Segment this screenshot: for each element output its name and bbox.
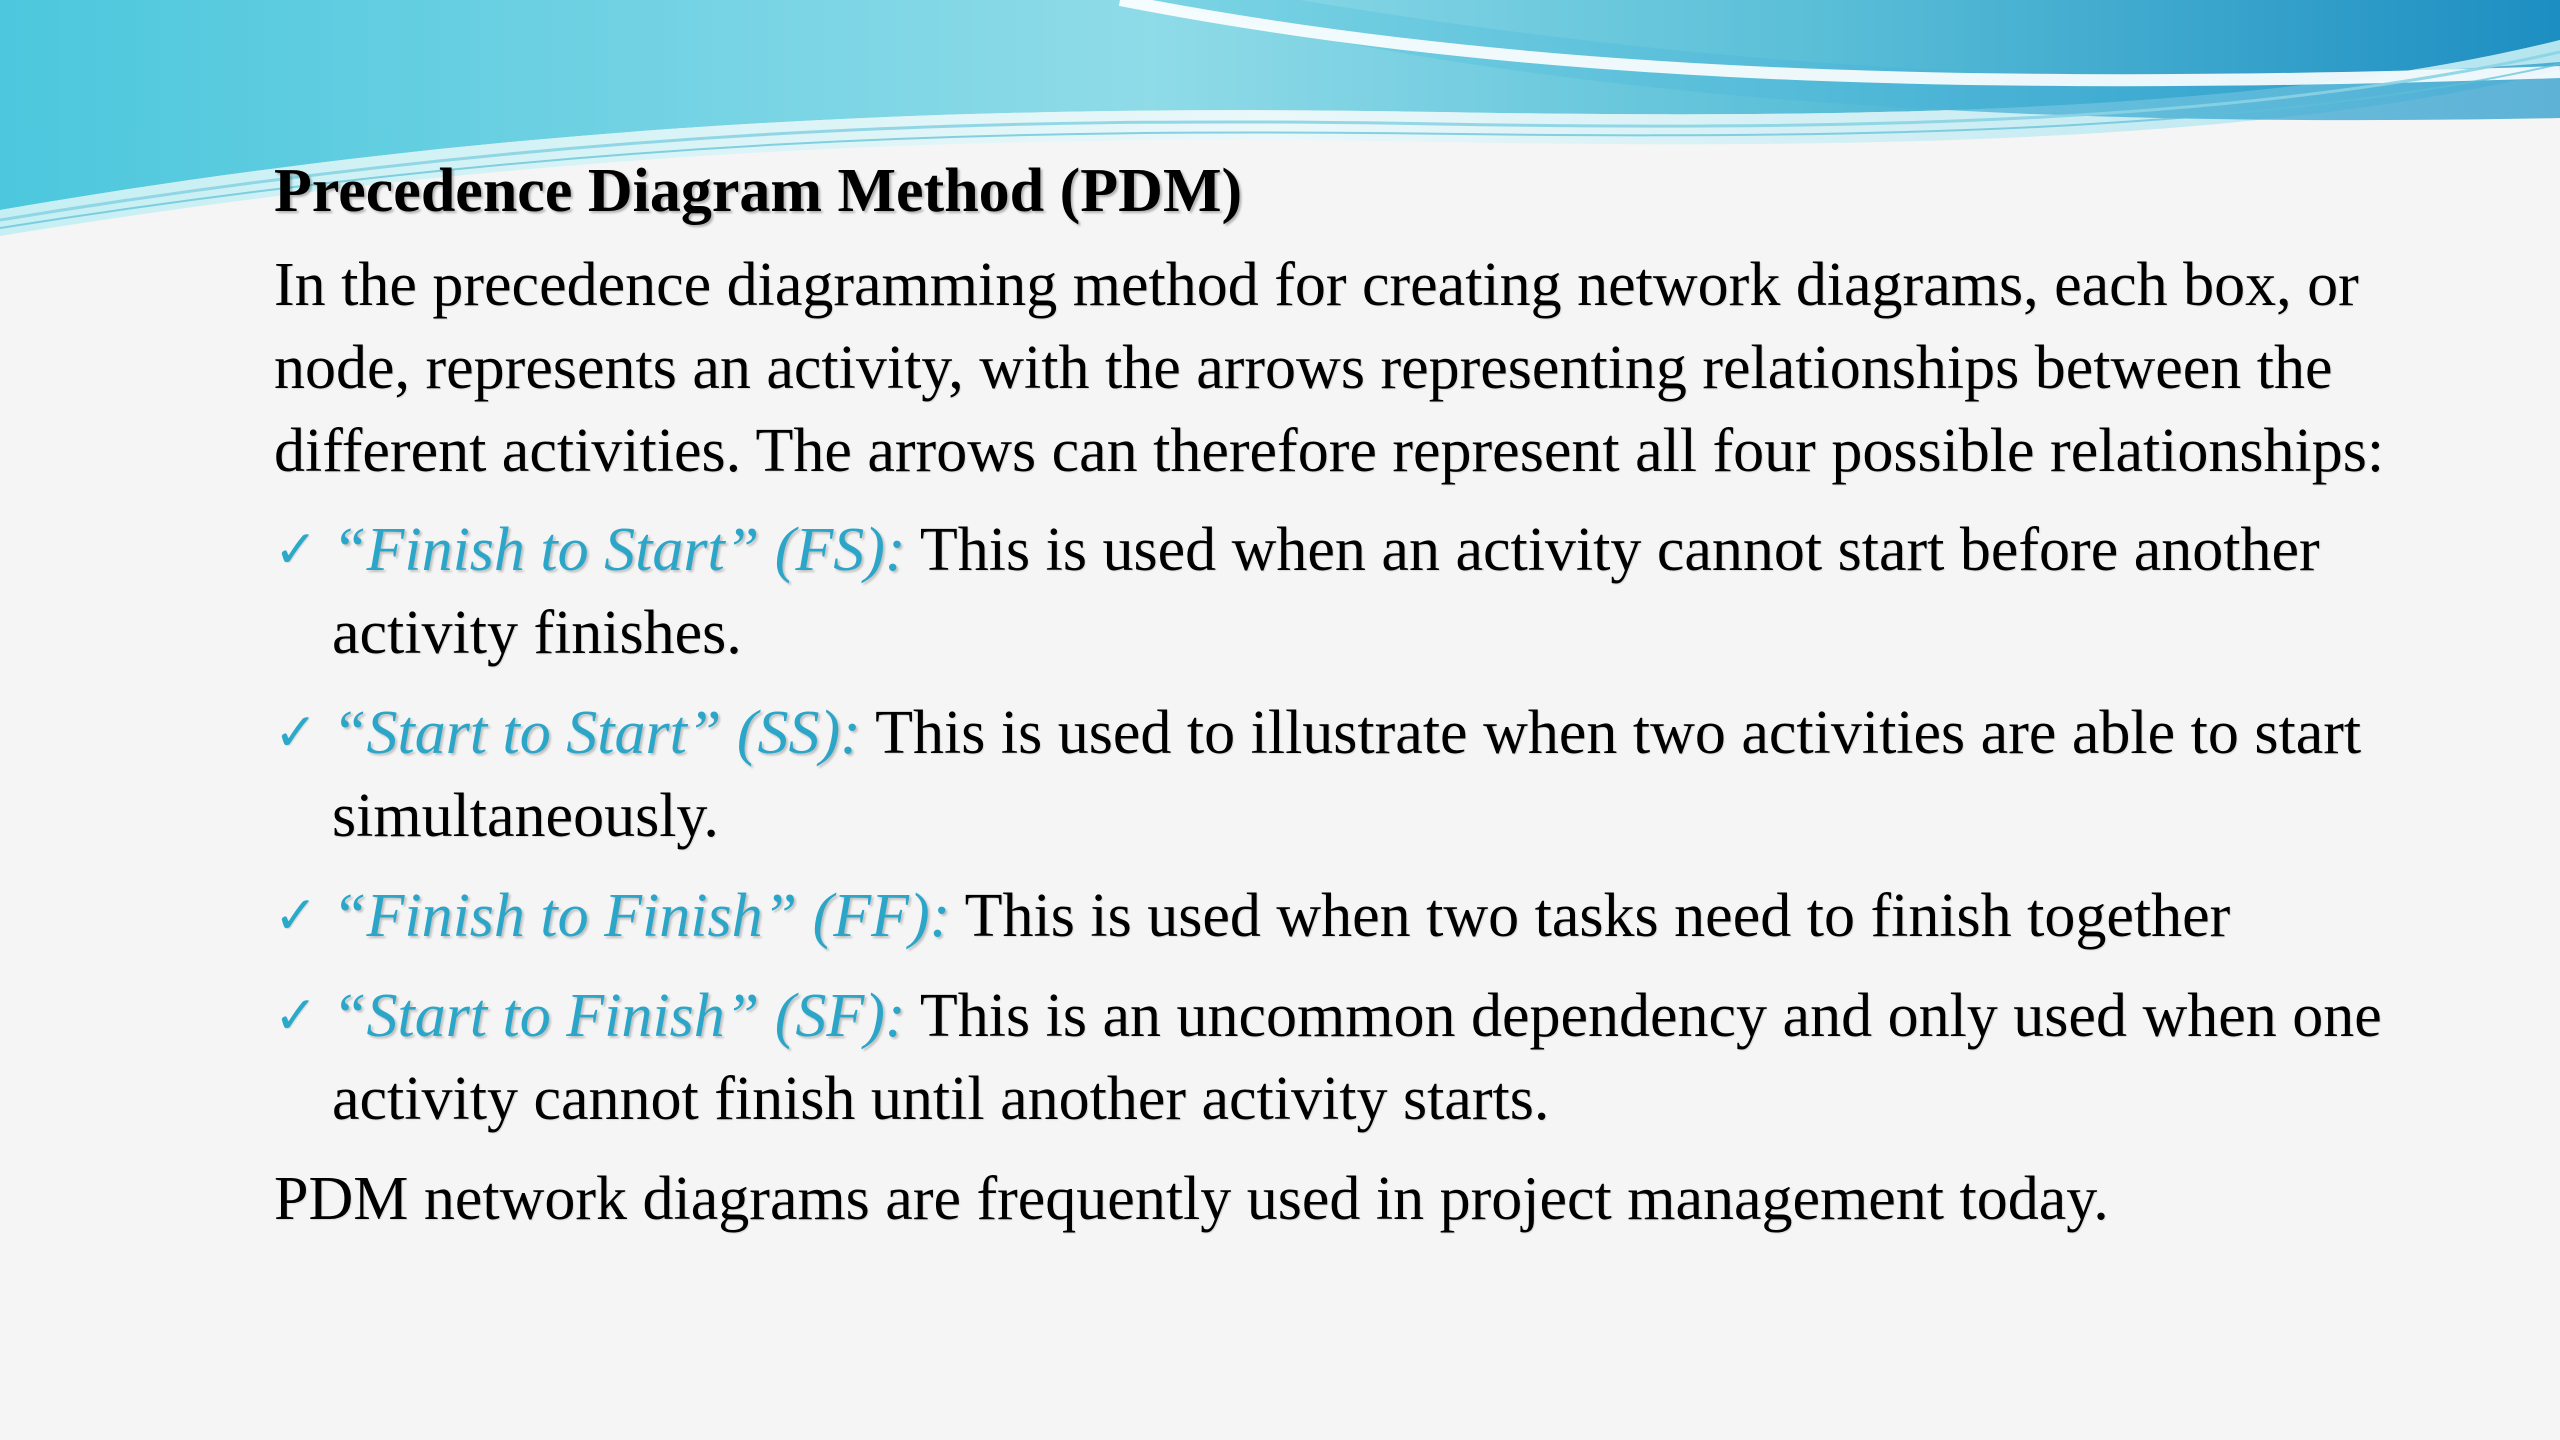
check-icon: ✓ xyxy=(274,520,318,580)
list-item-finish-to-finish xyxy=(274,875,2424,958)
intro-paragraph: In the precedence diagramming method for creating network diagrams, each box, or node, represents an activity, with the arrows representing relationships between the different activities. The arrows can therefore represent all four possible relationships: xyxy=(274,251,2385,485)
list-item-finish-to-start xyxy=(274,509,2424,675)
term-start-to-start: “Start to Start” (SS): xyxy=(332,699,861,767)
term-finish-to-start: “Finish to Start” (FS): xyxy=(332,516,906,584)
slide-title: Precedence Diagram Method (PDM) xyxy=(274,157,1243,225)
description-start-to-start: This is used to illustrate when two activities are able to start simultaneously. xyxy=(332,699,2362,850)
check-icon: ✓ xyxy=(274,703,318,763)
slide-content xyxy=(274,150,2424,1241)
list-item-start-to-start xyxy=(274,692,2424,858)
description-start-to-finish: This is an uncommon dependency and only used when one activity cannot finish until another activity starts. xyxy=(332,982,2382,1133)
term-start-to-finish: “Start to Finish” (SF): xyxy=(332,982,906,1050)
description-finish-to-finish: This is used when two tasks need to finish together xyxy=(950,882,2231,950)
list-item-start-to-finish xyxy=(274,975,2424,1141)
description-finish-to-start: This is used when an activity cannot start before another activity finishes. xyxy=(332,516,2320,667)
term-finish-to-finish: “Finish to Finish” (FF): xyxy=(332,882,951,950)
check-icon: ✓ xyxy=(274,886,318,946)
check-icon: ✓ xyxy=(274,986,318,1046)
relationship-list xyxy=(274,509,2424,1141)
closing-paragraph: PDM network diagrams are frequently used in project management today. xyxy=(274,1165,2109,1233)
